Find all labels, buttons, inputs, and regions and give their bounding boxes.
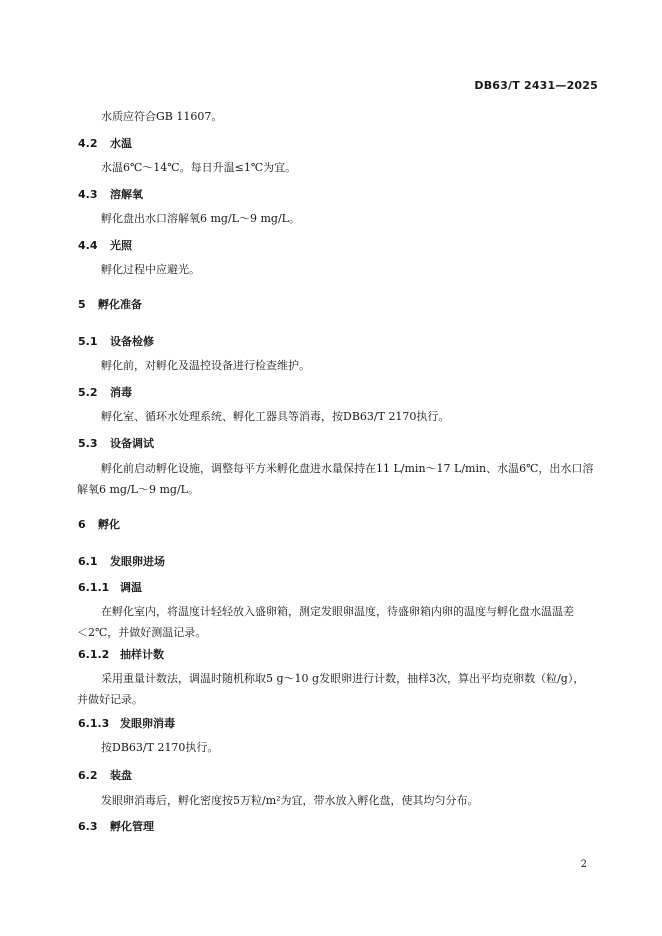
heading-4-4	[78, 237, 132, 253]
paragraph-equipment-maintenance: 孵化前，对孵化及温控设备进行检查维护。	[101, 359, 310, 372]
heading-5-2	[78, 384, 132, 400]
section-title: 孵化	[98, 518, 120, 531]
paragraph-line: 孵化前启动孵化设施，调整每平方米孵化盘进水量保持在11 L/min～17 L/min、水温6℃，出水口溶	[101, 462, 594, 475]
section-title: 发眼卵进场	[110, 555, 165, 568]
section-title: 水温	[110, 137, 132, 150]
paragraph-lighting: 孵化过程中应避光。	[101, 263, 200, 276]
paragraph-line: ＜2℃，并做好测温记录。	[77, 626, 207, 639]
section-number: 5.1	[78, 335, 98, 348]
section-number: 4.2	[78, 137, 98, 150]
paragraph-dissolved-oxygen: 孵化盘出水口溶解氧6 mg/L～9 mg/L。	[101, 212, 300, 225]
paragraph-sample-counting	[77, 668, 605, 710]
section-number: 5.2	[78, 386, 98, 399]
standard-code-header: DB63/T 2431—2025	[474, 79, 598, 92]
paragraph-line: 在孵化室内，将温度计轻轻放入盛卵箱，测定发眼卵温度，待盛卵箱内卵的温度与孵化盘水温温差	[101, 605, 574, 618]
heading-5	[78, 296, 142, 312]
heading-6-1-2	[78, 646, 164, 662]
section-number: 6.1.2	[78, 648, 110, 661]
heading-5-1	[78, 333, 154, 349]
section-title: 溶解氧	[110, 188, 143, 201]
heading-4-3	[78, 186, 143, 202]
section-number: 6.1.3	[78, 717, 110, 730]
section-title: 消毒	[110, 386, 132, 399]
paragraph-equipment-debugging	[77, 458, 605, 500]
paragraph-water-temperature: 水温6℃～14℃。每日升温≤1℃为宜。	[101, 161, 297, 174]
section-number: 6.1.1	[78, 581, 110, 594]
heading-6-3	[78, 818, 154, 834]
paragraph-line: 解氧6 mg/L～9 mg/L。	[77, 483, 199, 496]
section-title: 孵化管理	[110, 820, 154, 833]
heading-6-1-3	[78, 715, 175, 731]
paragraph-temperature-adjustment	[77, 601, 605, 643]
paragraph-line: 采用重量计数法，调温时随机称取5 g～10 g发眼卵进行计数，抽样3次，算出平均克卵数（粒/g），	[101, 672, 585, 685]
section-number: 4.4	[78, 239, 98, 252]
heading-6-1	[78, 553, 165, 569]
heading-6-1-1	[78, 579, 142, 595]
heading-4-2	[78, 135, 132, 151]
section-number: 6.2	[78, 769, 98, 782]
paragraph-disinfection: 孵化室、循环水处理系统、孵化工器具等消毒，按DB63/T 2170执行。	[101, 410, 450, 423]
paragraph-egg-disinfection: 按DB63/T 2170执行。	[101, 741, 219, 754]
section-number: 6	[78, 518, 86, 531]
section-title: 发眼卵消毒	[120, 717, 175, 730]
section-title: 调温	[120, 581, 142, 594]
section-number: 5.3	[78, 437, 98, 450]
section-title: 光照	[110, 239, 132, 252]
heading-6	[78, 516, 120, 532]
section-number: 5	[78, 298, 86, 311]
page-number: 2	[580, 859, 587, 870]
section-number: 6.1	[78, 555, 98, 568]
paragraph-water-quality: 水质应符合GB 11607。	[101, 110, 223, 123]
section-title: 抽样计数	[120, 648, 164, 661]
paragraph-line: 并做好记录。	[77, 693, 143, 706]
paragraph-tray-loading: 发眼卵消毒后，孵化密度按5万粒/m²为宜，带水放入孵化盘，使其均匀分布。	[101, 794, 479, 807]
section-title: 设备检修	[110, 335, 154, 348]
heading-6-2	[78, 767, 132, 783]
heading-5-3	[78, 435, 154, 451]
section-number: 4.3	[78, 188, 98, 201]
section-title: 装盘	[110, 769, 132, 782]
section-title: 孵化准备	[98, 298, 142, 311]
section-title: 设备调试	[110, 437, 154, 450]
section-number: 6.3	[78, 820, 98, 833]
